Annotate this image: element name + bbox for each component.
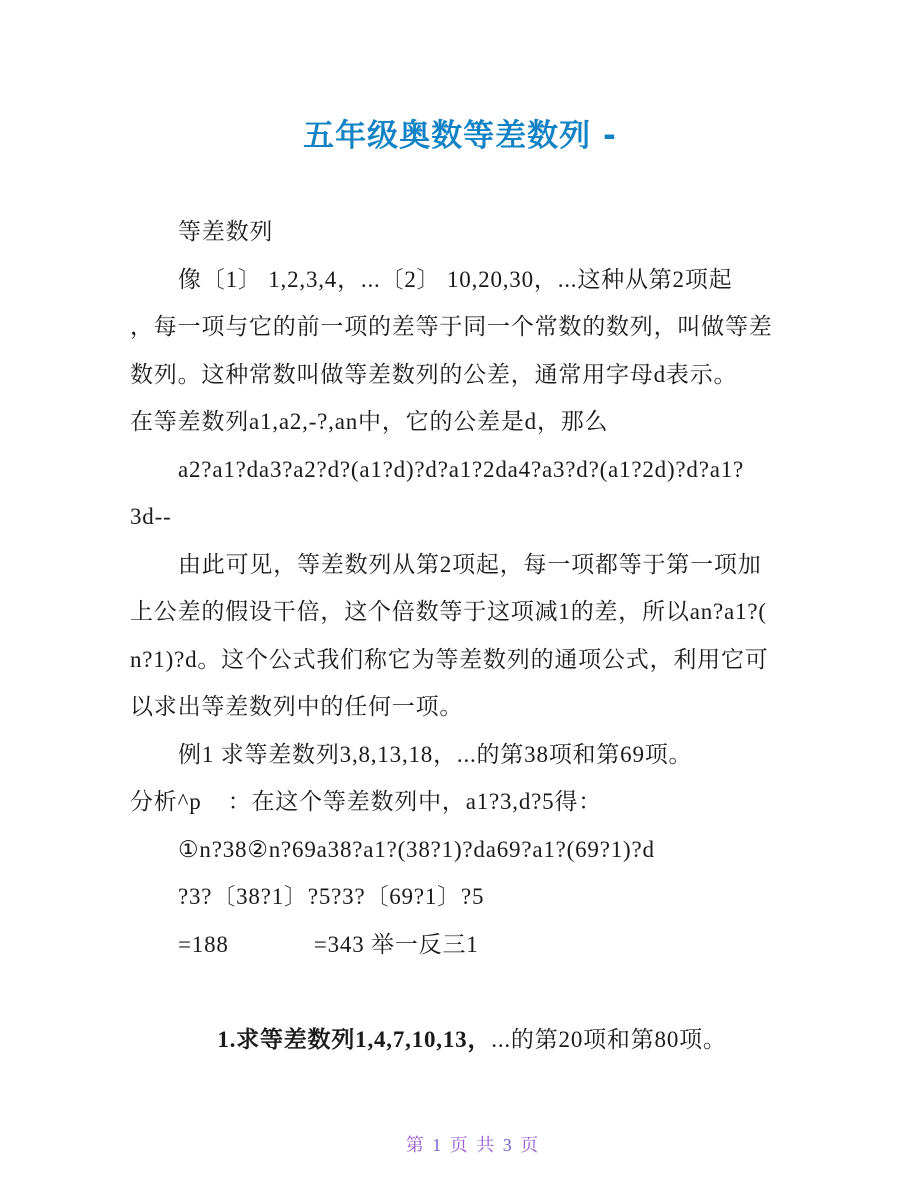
text-line: 等差数列 [178,219,274,244]
footer-segment: 页 [513,1135,541,1155]
document-title: 五年级奥数等差数列 - [303,118,617,154]
analysis-line: 分析^p ：在这个等差数列中，a1?3,d?5得： [130,789,603,814]
text-line: 以求出等差数列中的任何一项。 [130,694,464,719]
formula-line: a2?a1?da3?a2?d?(a1?d)?d?a1?2da4?a3?d?(a1?2d)?d?a1? [178,456,745,482]
text-line: 像〔1〕 1,2,3,4，...〔2〕 10,20,30，...这种从第2项起 [178,266,733,292]
exercise-line [130,968,790,1111]
footer-page-number: 1 [432,1135,444,1155]
footer-total-pages: 3 [502,1135,514,1155]
document-body [130,208,790,1111]
formula-line: 3d-- [130,504,172,529]
page-footer [0,1106,920,1184]
text-line: n?1)?d。这个公式我们称它为等差数列的通项公式，利用它可 [130,646,769,672]
exercise-line-bold-text: 1.求等差数列1,4,7,10,13， [217,1026,492,1052]
text-line: 由此可见，等差数列从第2项起，每一项都等于第一项加 [178,551,762,577]
footer-segment: 第 [405,1135,433,1155]
formula-line: ?3?〔38?1〕?5?3?〔69?1〕?5 [178,884,485,909]
text-line: 在等差数列a1,a2,-?,an中，它的公差是d，那么 [130,409,609,434]
text-line: 数列。这种常数叫做等差数列的公差，通常用字母d表示。 [130,361,738,387]
text-line: 上公差的假设干倍，这个倍数等于这项减1的差，所以an?a1?( [130,599,767,624]
formula-line: ①n?38②n?69a38?a1?(38?1)?da69?a1?(69?1)?d [178,836,655,862]
exercise-line-regular-text: ...的第20项和第80项。 [491,1026,727,1052]
footer-segment: 页 共 [443,1135,503,1155]
result-line: =188 =343 举一反三1 [178,931,479,957]
text-line: ，每一项与它的前一项的差等于同一个常数的数列，叫做等差 [130,314,773,339]
example-line: 例1 求等差数列3,8,13,18，...的第38项和第69项。 [178,741,693,767]
